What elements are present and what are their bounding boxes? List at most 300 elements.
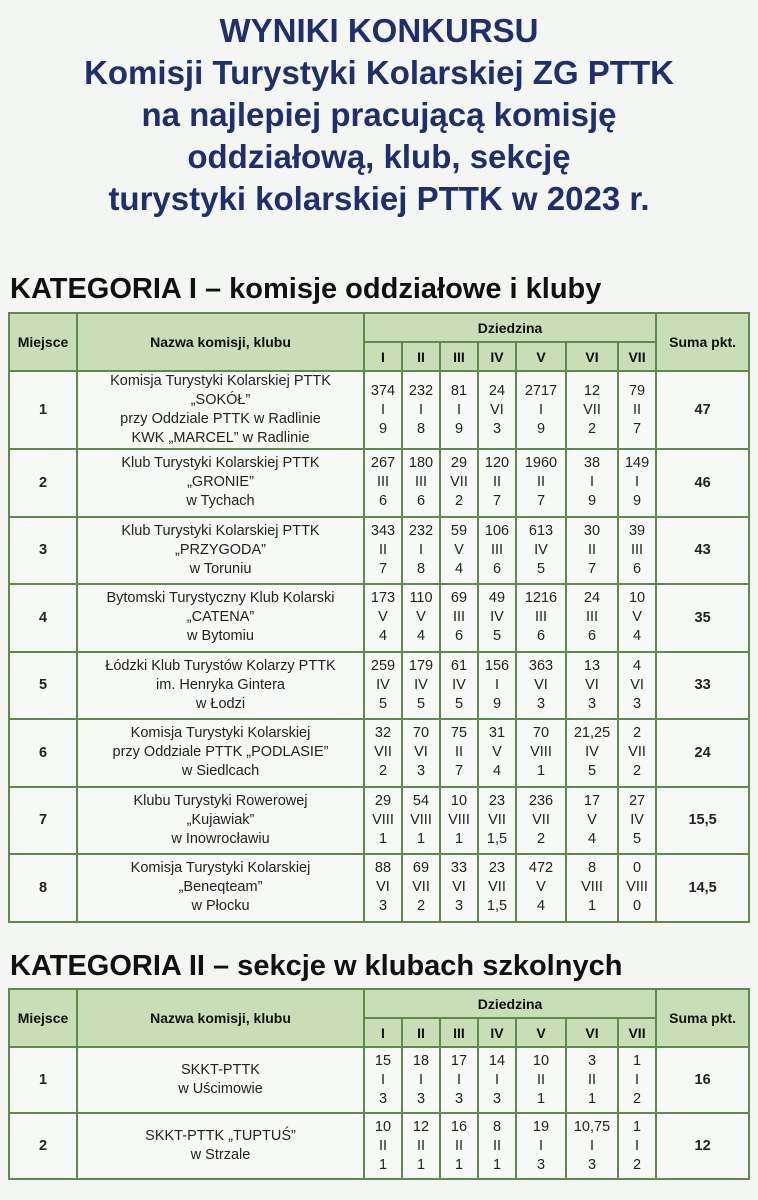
domain-value-cell (364, 787, 402, 855)
domain-value-cell (478, 652, 516, 720)
domain-value-cell (478, 584, 516, 652)
value-line: VI (452, 879, 466, 896)
value-line: 472 (528, 860, 554, 877)
value-line: I (456, 401, 462, 418)
value-line: 3 (492, 420, 502, 437)
header-domain-column: V (516, 342, 566, 371)
value-line: 4 (633, 628, 642, 645)
value-line: 69 (450, 590, 468, 607)
domain-value-cell (364, 719, 402, 787)
value-line: 2 (633, 1156, 642, 1173)
value-line: 3 (587, 1052, 597, 1069)
value-line: 110 (409, 590, 433, 607)
value-line: 3 (416, 1090, 426, 1107)
domain-value-cell (566, 517, 618, 585)
value-line: 613 (528, 522, 554, 539)
place-cell: 1 (9, 371, 77, 449)
domain-value-cell (618, 787, 656, 855)
place-cell: 6 (9, 719, 77, 787)
domain-value-cell (516, 1047, 566, 1113)
table-row (9, 584, 749, 652)
value-line: I (418, 1071, 424, 1088)
domain-value-cell (566, 854, 618, 922)
header-domain-column: II (402, 1018, 440, 1047)
place-cell: 2 (9, 1113, 77, 1179)
domain-value-cell (478, 719, 516, 787)
domain-value-cell (618, 854, 656, 922)
value-line: 6 (492, 560, 502, 577)
value-line: 2 (416, 898, 426, 915)
value-line: 31 (488, 725, 506, 742)
value-line: 1 (416, 1156, 426, 1173)
value-line: 3 (454, 1090, 464, 1107)
domain-value-cell (618, 584, 656, 652)
value-line: I (494, 676, 500, 693)
value-line: V (492, 744, 502, 761)
value-line: IV (534, 541, 548, 558)
domain-value-cell (402, 517, 440, 585)
value-line: 13 (583, 657, 601, 674)
value-line: I (589, 1137, 595, 1154)
header-name: Nazwa komisji, klubu (77, 313, 364, 371)
domain-value-cell (364, 1047, 402, 1113)
value-line: 1960 (524, 455, 558, 472)
domain-value-cell (478, 1047, 516, 1113)
value-line: 6 (633, 560, 642, 577)
value-line: 8 (416, 560, 426, 577)
value-line: 32 (374, 725, 392, 742)
value-line: 70 (532, 725, 550, 742)
sum-cell: 43 (656, 517, 749, 585)
domain-value-cell (566, 719, 618, 787)
sum-cell: 14,5 (656, 854, 749, 922)
name-line: w Toruniu (189, 560, 252, 577)
value-line: 29 (450, 455, 468, 472)
name-line: Klubu Turystyki Rowerowej (133, 792, 308, 809)
name-line: „Kujawiak” (186, 811, 255, 828)
value-line: 9 (378, 420, 388, 437)
domain-value-cell (364, 371, 402, 449)
name-cell (77, 787, 364, 855)
name-line: w Łodzi (195, 695, 246, 712)
value-line: 180 (408, 455, 434, 472)
value-line: 1 (633, 1052, 642, 1069)
value-line: 149 (624, 455, 650, 472)
value-line: 156 (484, 657, 510, 674)
value-line: 5 (587, 763, 597, 780)
sum-cell: 15,5 (656, 787, 749, 855)
value-line: 3 (587, 1156, 597, 1173)
value-line: 0 (633, 860, 642, 877)
header-domain-column: I (364, 342, 402, 371)
header-domain-column: VI (566, 342, 618, 371)
domain-value-cell (440, 652, 478, 720)
name-line: Klub Turystyki Kolarskiej PTTK (121, 455, 320, 472)
table-row (9, 1113, 749, 1179)
value-line: 29 (374, 792, 392, 809)
value-line: 5 (633, 830, 642, 847)
domain-value-cell (516, 854, 566, 922)
table-row (9, 371, 749, 449)
value-line: 10 (374, 1118, 392, 1135)
domain-value-cell (618, 1113, 656, 1179)
value-line: 6 (454, 628, 464, 645)
domain-value-cell (566, 787, 618, 855)
sum-cell: 33 (656, 652, 749, 720)
name-line: w Płocku (191, 898, 250, 915)
domain-value-cell (364, 1113, 402, 1179)
value-line: 10 (450, 792, 468, 809)
place-cell: 2 (9, 449, 77, 517)
value-line: 49 (488, 590, 506, 607)
sum-cell: 16 (656, 1047, 749, 1113)
value-line: 19 (532, 1118, 550, 1135)
value-line: IV (585, 744, 599, 761)
value-line: V (416, 609, 426, 626)
value-line: 1 (536, 763, 546, 780)
value-line: III (490, 541, 504, 558)
value-line: 3 (378, 1090, 388, 1107)
name-cell (77, 719, 364, 787)
value-line: III (414, 474, 428, 491)
value-line: V (378, 609, 388, 626)
value-line: 1 (454, 1156, 464, 1173)
value-line: I (538, 1137, 544, 1154)
value-line: 173 (370, 590, 396, 607)
value-line: V (454, 541, 464, 558)
value-line: 106 (484, 522, 510, 539)
value-line: 12 (583, 382, 601, 399)
domain-value-cell (440, 517, 478, 585)
domain-value-cell (402, 1047, 440, 1113)
domain-value-cell (364, 517, 402, 585)
domain-value-cell (516, 719, 566, 787)
value-line: 179 (408, 657, 434, 674)
value-line: 2 (378, 763, 388, 780)
value-line: 7 (378, 560, 388, 577)
name-line: SKKT-PTTK (181, 1062, 260, 1078)
value-line: 59 (450, 522, 468, 539)
name-line: SKKT-PTTK „TUPTUŚ” (145, 1128, 296, 1144)
value-line: 9 (454, 420, 464, 437)
value-line: 23 (488, 792, 506, 809)
value-line: 6 (587, 628, 597, 645)
value-line: 10 (628, 590, 646, 607)
name-cell (77, 584, 364, 652)
name-line: Bytomski Turystyczny Klub Kolarski (106, 590, 335, 607)
value-line: 2 (454, 493, 464, 510)
name-cell (77, 1047, 364, 1113)
value-line: III (452, 609, 466, 626)
header-name: Nazwa komisji, klubu (77, 989, 364, 1047)
value-line: 79 (628, 382, 646, 399)
value-line: 1,5 (486, 898, 508, 915)
value-line: III (585, 609, 599, 626)
value-line: III (534, 609, 548, 626)
value-line: II (536, 474, 546, 491)
domain-value-cell (478, 854, 516, 922)
domain-value-cell (364, 449, 402, 517)
domain-value-cell (618, 652, 656, 720)
name-line: KWK „MARCEL” w Radlinie (131, 430, 310, 446)
value-line: 3 (378, 898, 388, 915)
value-line: 343 (370, 522, 396, 539)
name-line: w Bytomiu (187, 628, 254, 645)
value-line: 236 (528, 792, 554, 809)
value-line: 1 (416, 830, 426, 847)
value-line: VII (450, 474, 468, 491)
value-line: 3 (587, 695, 597, 712)
domain-value-cell (402, 584, 440, 652)
value-line: I (380, 1071, 386, 1088)
name-line: „GRONIE” (187, 474, 254, 491)
value-line: 7 (454, 763, 464, 780)
name-cell (77, 1113, 364, 1179)
value-line: II (587, 1071, 597, 1088)
name-line: w Strzale (190, 1147, 251, 1163)
value-line: 4 (454, 560, 464, 577)
value-line: 2 (633, 763, 642, 780)
value-line: II (536, 1071, 546, 1088)
value-line: 1 (587, 898, 597, 915)
value-line: 0 (633, 898, 642, 915)
value-line: II (454, 744, 464, 761)
value-line: 2 (633, 1090, 642, 1107)
place-cell: 8 (9, 854, 77, 922)
value-line: II (416, 1137, 426, 1154)
name-line: „Beneqteam” (178, 879, 263, 896)
domain-value-cell (478, 517, 516, 585)
value-line: 3 (633, 695, 642, 712)
header-domain-column: VII (618, 1018, 656, 1047)
value-line: VIII (581, 879, 603, 896)
domain-value-cell (516, 584, 566, 652)
value-line: II (378, 1137, 388, 1154)
domain-value-cell (478, 787, 516, 855)
domain-value-cell (402, 449, 440, 517)
domain-value-cell (618, 371, 656, 449)
value-line: VII (628, 744, 646, 761)
value-line: I (589, 474, 595, 491)
domain-value-cell (440, 719, 478, 787)
title-line: na najlepiej pracującą komisję (141, 96, 617, 133)
value-line: 4 (378, 628, 388, 645)
value-line: I (418, 401, 424, 418)
value-line: 15 (374, 1052, 392, 1069)
domain-value-cell (402, 787, 440, 855)
value-line: VII (583, 401, 601, 418)
value-line: I (635, 474, 640, 491)
table-row (9, 449, 749, 517)
table-row (9, 1047, 749, 1113)
domain-value-cell (516, 517, 566, 585)
domain-value-cell (516, 1113, 566, 1179)
value-line: 4 (633, 657, 642, 674)
domain-value-cell (440, 1047, 478, 1113)
domain-value-cell (566, 371, 618, 449)
domain-value-cell (440, 371, 478, 449)
value-line: 16 (450, 1118, 468, 1135)
value-line: VIII (626, 879, 648, 896)
header-domain-column: VII (618, 342, 656, 371)
place-cell: 5 (9, 652, 77, 720)
value-line: 4 (536, 898, 546, 915)
value-line: IV (452, 676, 466, 693)
domain-value-cell (516, 652, 566, 720)
value-line: 23 (488, 860, 506, 877)
value-line: 1 (378, 830, 388, 847)
header-domain-column: IV (478, 342, 516, 371)
value-line: II (378, 541, 388, 558)
domain-value-cell (402, 719, 440, 787)
value-line: VI (490, 401, 504, 418)
value-line: 6 (536, 628, 546, 645)
value-line: 2 (633, 725, 642, 742)
value-line: 267 (370, 455, 396, 472)
header-domain-column: III (440, 342, 478, 371)
value-line: IV (630, 811, 644, 828)
value-line: 7 (536, 493, 546, 510)
place-cell: 7 (9, 787, 77, 855)
value-line: 3 (492, 1090, 502, 1107)
header-domain-column: II (402, 342, 440, 371)
value-line: VII (488, 879, 506, 896)
value-line: II (633, 401, 642, 418)
value-line: I (456, 1071, 462, 1088)
value-line: 5 (454, 695, 464, 712)
domain-value-cell (402, 854, 440, 922)
domain-value-cell (364, 584, 402, 652)
domain-value-cell (516, 449, 566, 517)
domain-value-cell (440, 584, 478, 652)
domain-value-cell (440, 787, 478, 855)
name-cell (77, 449, 364, 517)
value-line: 24 (488, 382, 506, 399)
value-line: 232 (408, 522, 434, 539)
name-line: w Tychach (186, 493, 255, 510)
value-line: 5 (416, 695, 426, 712)
value-line: II (492, 1137, 502, 1154)
value-line: 18 (412, 1052, 430, 1069)
place-cell: 3 (9, 517, 77, 585)
value-line: 38 (583, 455, 601, 472)
sum-cell: 47 (656, 371, 749, 449)
value-line: VI (630, 676, 644, 693)
sum-cell: 12 (656, 1113, 749, 1179)
domain-value-cell (478, 449, 516, 517)
value-line: IV (414, 676, 428, 693)
category-2-title: KATEGORIA II – sekcje w klubach szkolnych (10, 950, 623, 982)
value-line: I (635, 1137, 640, 1154)
value-line: VII (412, 879, 430, 896)
value-line: 17 (583, 792, 601, 809)
value-line: 24 (583, 590, 601, 607)
name-line: przy Oddziale PTTK w Radlinie (120, 411, 321, 427)
header-place: Miejsce (9, 313, 77, 371)
domain-value-cell (402, 652, 440, 720)
value-line: 363 (528, 657, 554, 674)
value-line: 2717 (524, 382, 558, 399)
value-line: 8 (416, 420, 426, 437)
value-line: VIII (372, 811, 394, 828)
page-title (0, 10, 758, 220)
value-line: 7 (633, 420, 642, 437)
domain-value-cell (566, 652, 618, 720)
value-line: 21,25 (573, 725, 611, 742)
domain-value-cell (618, 719, 656, 787)
value-line: 3 (536, 695, 546, 712)
domain-value-cell (516, 787, 566, 855)
header-domain-column: V (516, 1018, 566, 1047)
value-line: II (587, 541, 597, 558)
name-cell (77, 517, 364, 585)
value-line: 6 (378, 493, 388, 510)
value-line: 10,75 (573, 1118, 611, 1135)
table-row (9, 787, 749, 855)
header-domain-column: III (440, 1018, 478, 1047)
value-line: 3 (536, 1156, 546, 1173)
value-line: 4 (492, 763, 502, 780)
name-cell (77, 371, 364, 449)
value-line: 9 (633, 493, 642, 510)
value-line: 2 (587, 420, 597, 437)
domain-value-cell (618, 1047, 656, 1113)
value-line: 1 (633, 1118, 642, 1135)
value-line: 10 (532, 1052, 550, 1069)
value-line: VII (374, 744, 392, 761)
name-line: Komisja Turystyki Kolarskiej (130, 860, 311, 877)
value-line: 14 (488, 1052, 506, 1069)
title-line: oddziałową, klub, sekcję (187, 138, 571, 175)
header-domain-column: IV (478, 1018, 516, 1047)
name-line: Komisja Turystyki Kolarskiej PTTK (110, 373, 331, 389)
table-row (9, 854, 749, 922)
value-line: 54 (412, 792, 430, 809)
value-line: VI (585, 676, 599, 693)
value-line: 33 (450, 860, 468, 877)
domain-value-cell (618, 517, 656, 585)
title-line: WYNIKI KONKURSU (219, 12, 539, 49)
value-line: 27 (628, 792, 646, 809)
domain-value-cell (618, 449, 656, 517)
results-table-category-1 (8, 312, 750, 923)
header-sum: Suma pkt. (656, 989, 749, 1047)
name-line: w Siedlcach (181, 763, 260, 780)
value-line: 4 (587, 830, 597, 847)
value-line: VI (534, 676, 548, 693)
value-line: II (454, 1137, 464, 1154)
value-line: 6 (416, 493, 426, 510)
value-line: III (630, 541, 644, 558)
value-line: 1 (378, 1156, 388, 1173)
value-line: I (380, 401, 386, 418)
domain-value-cell (440, 449, 478, 517)
value-line: 9 (587, 493, 597, 510)
value-line: 8 (587, 860, 597, 877)
value-line: 3 (416, 763, 426, 780)
value-line: VIII (448, 811, 470, 828)
value-line: 3 (454, 898, 464, 915)
sum-cell: 35 (656, 584, 749, 652)
name-line: w Inowrocławiu (171, 830, 270, 847)
value-line: 69 (412, 860, 430, 877)
value-line: 5 (536, 560, 546, 577)
title-line: turystyki kolarskiej PTTK w 2023 r. (108, 180, 650, 217)
value-line: 232 (408, 382, 434, 399)
value-line: 2 (536, 830, 546, 847)
value-line: 1 (492, 1156, 502, 1173)
name-line: „PRZYGODA” (174, 541, 267, 558)
